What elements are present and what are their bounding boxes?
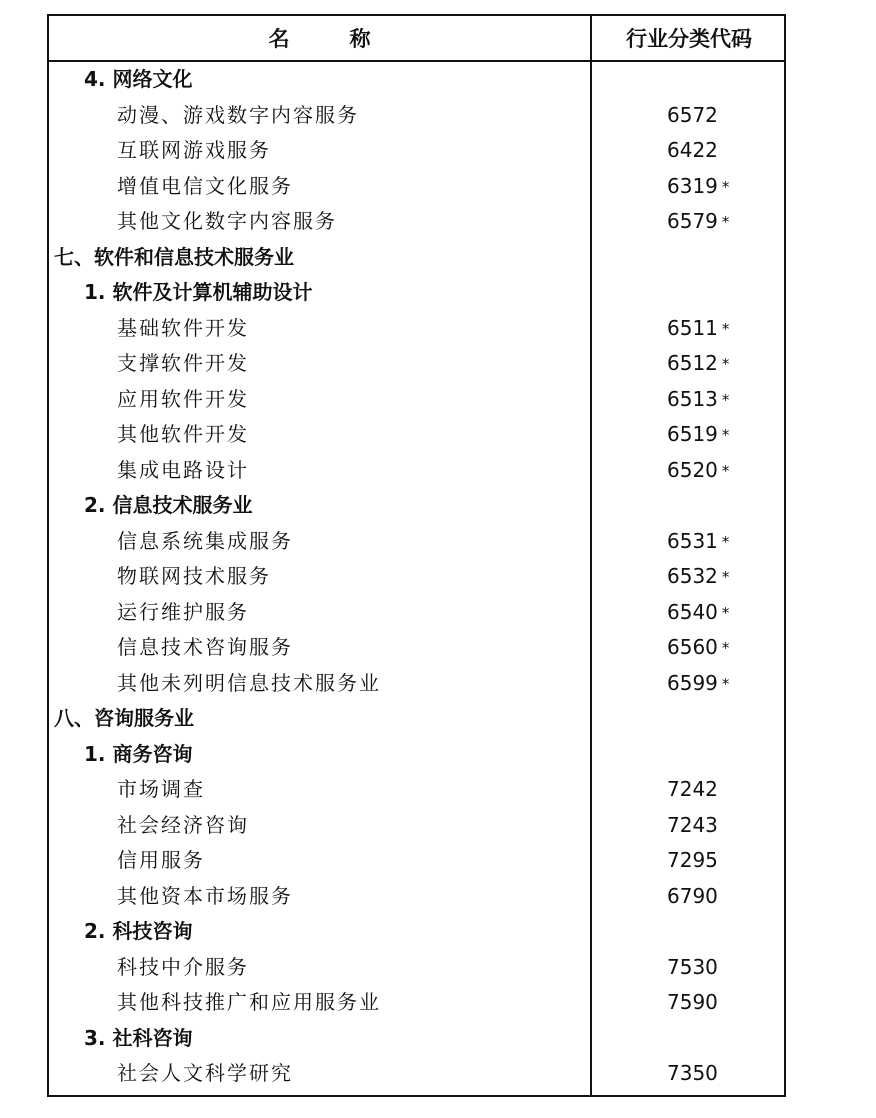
table-row: [49, 843, 784, 879]
classification-table: [47, 14, 786, 1097]
row-code-star: *: [721, 532, 730, 551]
header-name-char-1: 名: [268, 27, 290, 51]
table-row: [49, 204, 784, 240]
row-code-star: *: [721, 177, 730, 196]
table-row: [49, 879, 784, 915]
header-name-cell: [49, 16, 590, 60]
table-row: [49, 98, 784, 134]
table-body: [49, 62, 784, 1092]
row-code: [667, 843, 718, 879]
row-code: [667, 595, 729, 631]
row-code-number: 6513: [667, 386, 718, 411]
row-code-number: 7295: [667, 848, 718, 872]
row-name: 信用服务: [117, 848, 205, 872]
row-code: [667, 1056, 718, 1092]
table-row: [49, 417, 784, 453]
table-row: [49, 311, 784, 347]
row-code-star: *: [721, 639, 730, 657]
row-code: [667, 169, 729, 205]
row-code-number: 6511: [667, 315, 718, 340]
table-row: [49, 559, 784, 595]
row-code-number: 6520: [667, 457, 718, 482]
row-name: 其他文化数字内容服务: [117, 209, 337, 233]
table-row: [49, 914, 784, 950]
row-code-number: 6599: [667, 670, 718, 695]
row-name: 物联网技术服务: [117, 564, 271, 588]
row-code-star: *: [721, 213, 730, 231]
row-code-star: *: [721, 603, 730, 622]
row-code-star: *: [721, 319, 730, 338]
row-name: 基础软件开发: [117, 315, 249, 340]
row-code: [667, 382, 729, 418]
row-name: 七、软件和信息技术服务业: [54, 244, 294, 269]
row-code-star: *: [721, 355, 730, 373]
row-name: 2. 科技咨询: [84, 919, 193, 943]
row-code: [667, 772, 718, 808]
row-name: 集成电路设计: [117, 457, 249, 482]
row-code-number: 7350: [667, 1061, 718, 1085]
row-name: 社会经济咨询: [117, 812, 249, 837]
table-row: [49, 1056, 784, 1092]
row-code-number: 6579: [667, 209, 718, 233]
table-row: [49, 808, 784, 844]
row-code-number: 7590: [667, 990, 718, 1014]
table-row: [49, 240, 784, 276]
row-code: [667, 630, 729, 666]
row-code-number: 6512: [667, 351, 718, 375]
row-code-number: 7243: [667, 812, 718, 837]
row-code: [667, 204, 729, 240]
table-row: [49, 346, 784, 382]
row-code: [667, 559, 729, 595]
table-row: [49, 275, 784, 311]
table-row: [49, 985, 784, 1021]
row-name: 信息系统集成服务: [117, 528, 293, 553]
row-code-star: *: [721, 674, 730, 693]
row-code: [667, 950, 718, 986]
row-name: 互联网游戏服务: [117, 138, 271, 162]
row-code: [667, 524, 729, 560]
row-name: 2. 信息技术服务业: [84, 493, 253, 517]
row-name: 社会人文科学研究: [117, 1061, 293, 1085]
row-code: [667, 453, 729, 489]
row-code-number: 6790: [667, 883, 718, 908]
table-row: [49, 737, 784, 773]
row-code-number: 6540: [667, 599, 718, 624]
table-row: [49, 666, 784, 702]
row-code: [667, 808, 718, 844]
row-code: [667, 879, 718, 915]
row-name: 其他软件开发: [117, 422, 249, 446]
table-header: [49, 16, 784, 62]
row-name: 支撑软件开发: [117, 351, 249, 375]
row-code-star: *: [721, 461, 730, 480]
header-name-char-2: 称: [349, 27, 371, 51]
row-name: 其他科技推广和应用服务业: [117, 990, 381, 1014]
row-code-number: 6422: [667, 138, 718, 162]
table-row: [49, 133, 784, 169]
row-code-number: 6532: [667, 564, 718, 588]
row-name: 4. 网络文化: [84, 67, 193, 91]
row-code: [667, 346, 729, 382]
table-row: [49, 772, 784, 808]
row-code-number: 7242: [667, 777, 718, 801]
row-name: 3. 社科咨询: [84, 1025, 193, 1050]
table-row: [49, 630, 784, 666]
table-row: [49, 1021, 784, 1057]
row-code-number: 6531: [667, 528, 718, 553]
row-name: 动漫、游戏数字内容服务: [117, 102, 359, 127]
row-code: [667, 417, 729, 453]
row-name: 其他未列明信息技术服务业: [117, 670, 381, 695]
row-code-star: *: [721, 568, 730, 586]
row-code-star: *: [721, 390, 730, 409]
row-name: 八、咨询服务业: [54, 706, 194, 730]
row-code: [667, 666, 729, 702]
row-code: [667, 98, 718, 134]
row-name: 运行维护服务: [117, 599, 249, 624]
row-name: 科技中介服务: [117, 954, 249, 979]
row-code-star: *: [721, 426, 730, 444]
table-row: [49, 950, 784, 986]
row-code-number: 6519: [667, 422, 718, 446]
table-row: [49, 595, 784, 631]
row-name: 市场调查: [117, 777, 205, 801]
table-row: [49, 169, 784, 205]
row-code-number: 6319: [667, 173, 718, 198]
row-code-number: 6560: [667, 635, 718, 659]
row-name: 信息技术咨询服务: [117, 635, 293, 659]
row-name: 其他资本市场服务: [117, 883, 293, 908]
row-name: 1. 商务咨询: [84, 741, 193, 766]
table-row: [49, 453, 784, 489]
table-row: [49, 524, 784, 560]
row-name: 1. 软件及计算机辅助设计: [84, 280, 313, 304]
table-row: [49, 488, 784, 524]
row-name: 应用软件开发: [117, 386, 249, 411]
row-code-number: 7530: [667, 954, 718, 979]
table-row: [49, 62, 784, 98]
table-row: [49, 701, 784, 737]
row-name: 增值电信文化服务: [117, 173, 293, 198]
row-code-number: 6572: [667, 102, 718, 127]
table-row: [49, 382, 784, 418]
row-code: [667, 133, 718, 169]
row-code: [667, 311, 729, 347]
header-code-cell: 行业分类代码: [626, 27, 752, 51]
row-code: [667, 985, 718, 1021]
